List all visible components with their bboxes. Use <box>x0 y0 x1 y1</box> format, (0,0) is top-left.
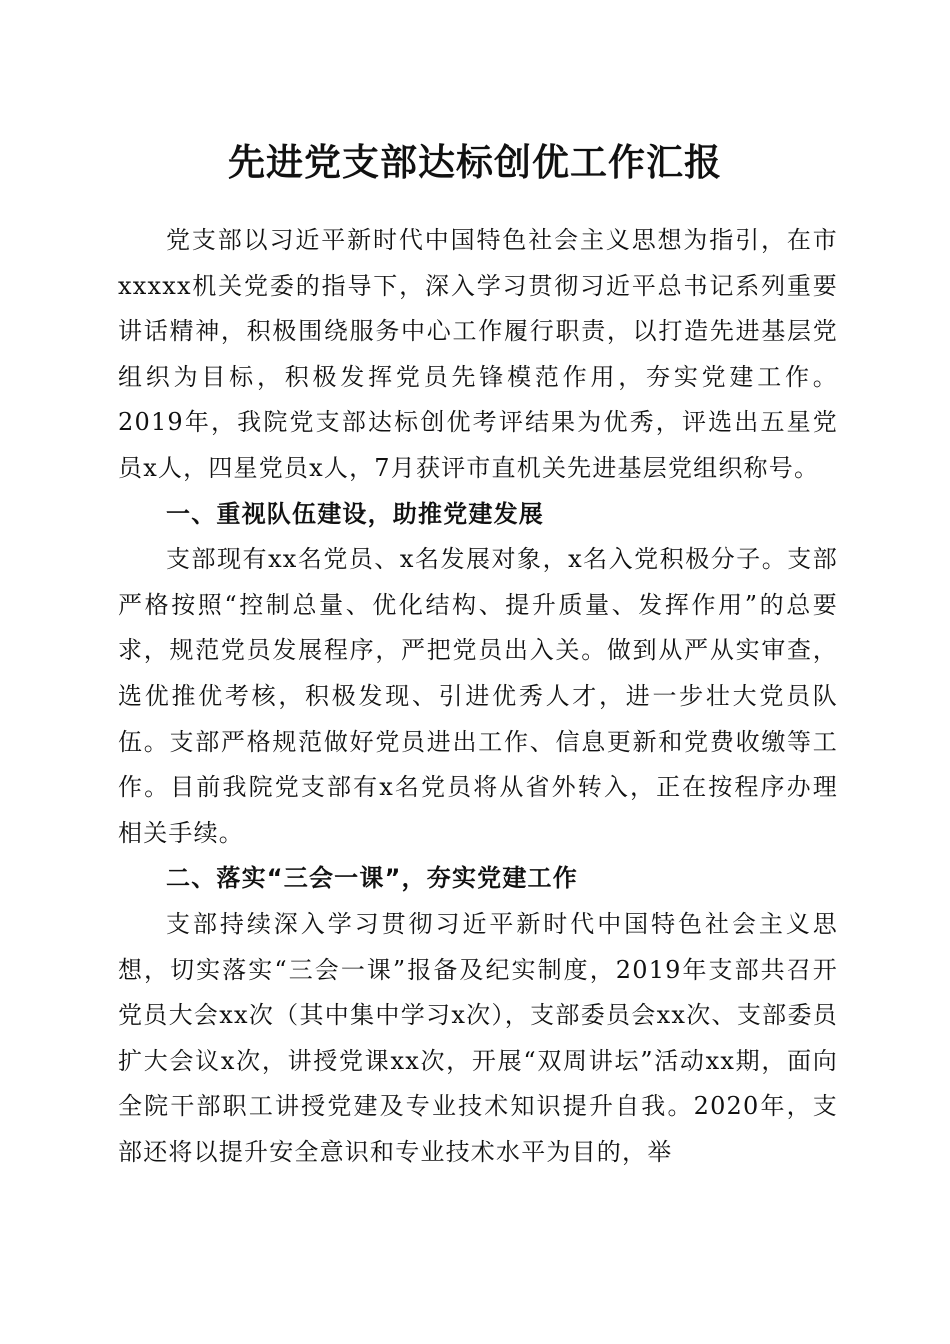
page-title: 先进党支部达标创优工作汇报 <box>228 140 722 184</box>
section-paragraph-2: 支部持续深入学习贯彻习近平新时代中国特色社会主义思想，切实落实“三会一课”报备及纪实制度，2019年支部共召开党员大会xx次（其中集中学习x次），支部委员会xx次、支部委员扩大会议x次，讲授党课xx次，开展“双周讲坛”活动xx期，面向全院干部职工讲授党建及专业技术知识提升自我。2020年，支部还将以提升安全意识和专业技术水平为目的，举 <box>118 909 838 1166</box>
section-paragraph-1: 支部现有xx名党员、x名发展对象，x名入党积极分子。支部严格按照“控制总量、优化结构、提升质量、发挥作用”的总要求，规范党员发展程序，严把党员出入关。做到从严从实审查，选优推优考核，积极发现、引进优秀人才，进一步壮大党员队伍。支部严格规范做好党员进出工作、信息更新和党费收缴等工作。目前我院党支部有x名党员将从省外转入，正在按程序办理相关手续。 <box>118 545 838 847</box>
section-heading-2: 二、落实“三会一课”，夯实党建工作 <box>166 864 578 893</box>
intro-paragraph: 党支部以习近平新时代中国特色社会主义思想为指引，在市xxxxx机关党委的指导下，深入学习贯彻习近平总书记系列重要讲话精神，积极围绕服务中心工作履行职责，以打造先进基层党组织为目标，积极发挥党员先锋模范作用，夯实党建工作。2019年，我院党支部达标创优考评结果为优秀，评选出五星党员x人，四星党员x人，7月获评市直机关先进基层党组织称号。 <box>118 226 838 482</box>
document-body <box>118 218 838 1175</box>
section-heading-1: 一、重视队伍建设，助推党建发展 <box>166 499 544 528</box>
